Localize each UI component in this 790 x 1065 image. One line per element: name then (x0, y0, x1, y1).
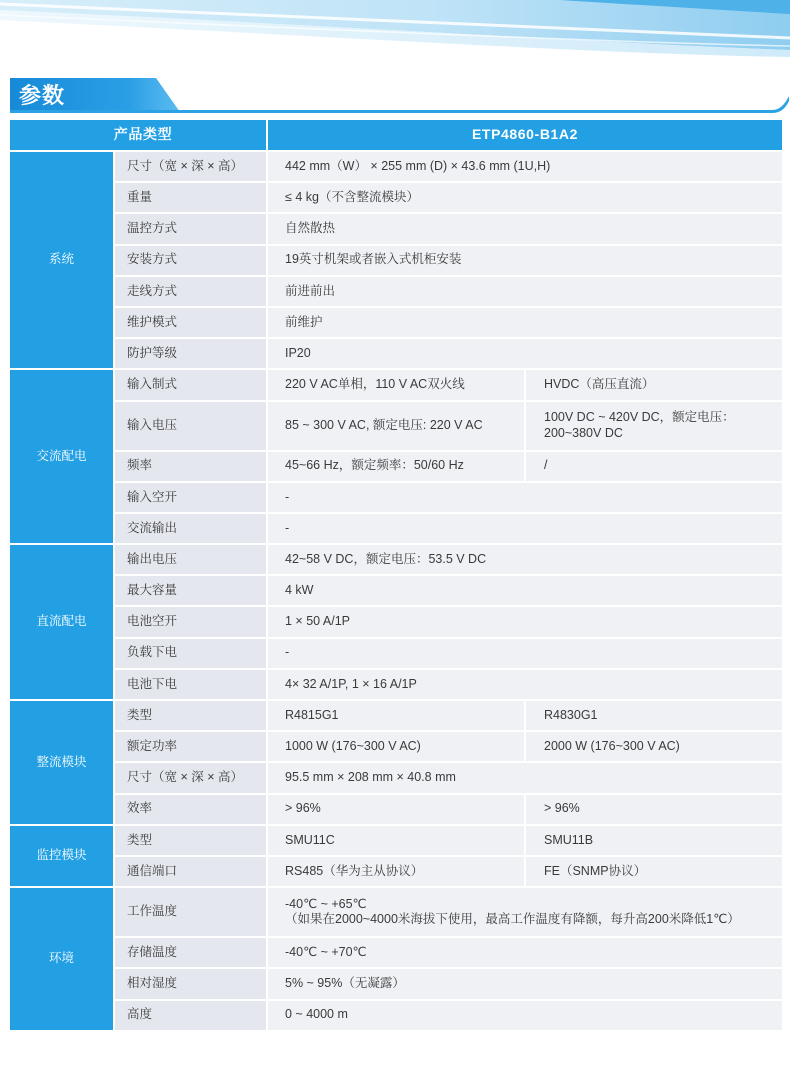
spec-label: 走线方式 (115, 277, 266, 306)
section-title: 参数 (19, 83, 66, 108)
spec-label: 输入空开 (115, 483, 266, 512)
spec-value: > 96% (268, 795, 524, 824)
spec-label: 防护等级 (115, 339, 266, 368)
spec-label: 存储温度 (115, 938, 266, 967)
group-label: 环境 (10, 888, 113, 1030)
spec-value: ≤ 4 kg（不含整流模块） (268, 183, 782, 212)
spec-value: 19英寸机架或者嵌入式机柜安装 (268, 246, 782, 275)
spec-value: 0 ~ 4000 m (268, 1001, 782, 1030)
spec-table (10, 120, 782, 1030)
spec-label: 电池空开 (115, 607, 266, 636)
spec-label: 尺寸（宽 × 深 × 高） (115, 152, 266, 181)
spec-label: 效率 (115, 795, 266, 824)
spec-value: 42~58 V DC，额定电压：53.5 V DC (268, 545, 782, 574)
header-product-type-label: 产品类型 (10, 120, 266, 150)
spec-label: 类型 (115, 701, 266, 730)
spec-value: - (268, 639, 782, 668)
group-label: 系统 (10, 152, 113, 368)
spec-value-alt: 100V DC ~ 420V DC，额定电压： 200~380V DC (526, 402, 782, 450)
spec-value: RS485（华为主从协议） (268, 857, 524, 886)
spec-value: 自然散热 (268, 214, 782, 243)
spec-value-alt: SMU11B (526, 826, 782, 855)
spec-value: 5% ~ 95%（无凝露） (268, 969, 782, 998)
spec-label: 温控方式 (115, 214, 266, 243)
header-wave-decoration (0, 0, 790, 60)
spec-value: 95.5 mm × 208 mm × 40.8 mm (268, 763, 782, 792)
spec-value: 442 mm（W） × 255 mm (D) × 43.6 mm (1U,H) (268, 152, 782, 181)
spec-value-alt: 2000 W (176~300 V AC) (526, 732, 782, 761)
spec-value-alt: HVDC（高压直流） (526, 370, 782, 399)
spec-label: 输入电压 (115, 402, 266, 450)
spec-value-alt: > 96% (526, 795, 782, 824)
spec-label: 类型 (115, 826, 266, 855)
group-label: 直流配电 (10, 545, 113, 699)
spec-label: 电池下电 (115, 670, 266, 699)
spec-value: SMU11C (268, 826, 524, 855)
spec-value: - (268, 483, 782, 512)
spec-value: 1000 W (176~300 V AC) (268, 732, 524, 761)
spec-label: 安装方式 (115, 246, 266, 275)
header-model-name: ETP4860-B1A2 (268, 120, 782, 150)
spec-value: - (268, 514, 782, 543)
spec-label: 额定功率 (115, 732, 266, 761)
spec-value-alt: FE（SNMP协议） (526, 857, 782, 886)
spec-label: 相对湿度 (115, 969, 266, 998)
spec-value: 45~66 Hz，额定频率：50/60 Hz (268, 452, 524, 481)
spec-value: 85 ~ 300 V AC, 额定电压: 220 V AC (268, 402, 524, 450)
spec-value: -40℃ ~ +70℃ (268, 938, 782, 967)
spec-value-alt: R4830G1 (526, 701, 782, 730)
group-label: 整流模块 (10, 701, 113, 824)
spec-value: 4 kW (268, 576, 782, 605)
spec-value: 1 × 50 A/1P (268, 607, 782, 636)
spec-value: R4815G1 (268, 701, 524, 730)
spec-label: 尺寸（宽 × 深 × 高） (115, 763, 266, 792)
spec-value: -40℃ ~ +65℃ （如果在2000~4000米海拔下使用，最高工作温度有降额，每升高200米降低1℃） (268, 888, 782, 936)
spec-label: 最大容量 (115, 576, 266, 605)
spec-value-alt: / (526, 452, 782, 481)
spec-label: 交流输出 (115, 514, 266, 543)
spec-label: 输入制式 (115, 370, 266, 399)
spec-label: 通信端口 (115, 857, 266, 886)
spec-label: 高度 (115, 1001, 266, 1030)
spec-value: 4× 32 A/1P, 1 × 16 A/1P (268, 670, 782, 699)
spec-label: 频率 (115, 452, 266, 481)
spec-value: 前进前出 (268, 277, 782, 306)
section-tab (0, 72, 790, 118)
spec-value: 前维护 (268, 308, 782, 337)
spec-label: 输出电压 (115, 545, 266, 574)
spec-label: 重量 (115, 183, 266, 212)
group-label: 交流配电 (10, 370, 113, 543)
spec-label: 工作温度 (115, 888, 266, 936)
group-label: 监控模块 (10, 826, 113, 886)
spec-label: 负载下电 (115, 639, 266, 668)
spec-label: 维护模式 (115, 308, 266, 337)
spec-value: 220 V AC单相，110 V AC双火线 (268, 370, 524, 399)
spec-value: IP20 (268, 339, 782, 368)
